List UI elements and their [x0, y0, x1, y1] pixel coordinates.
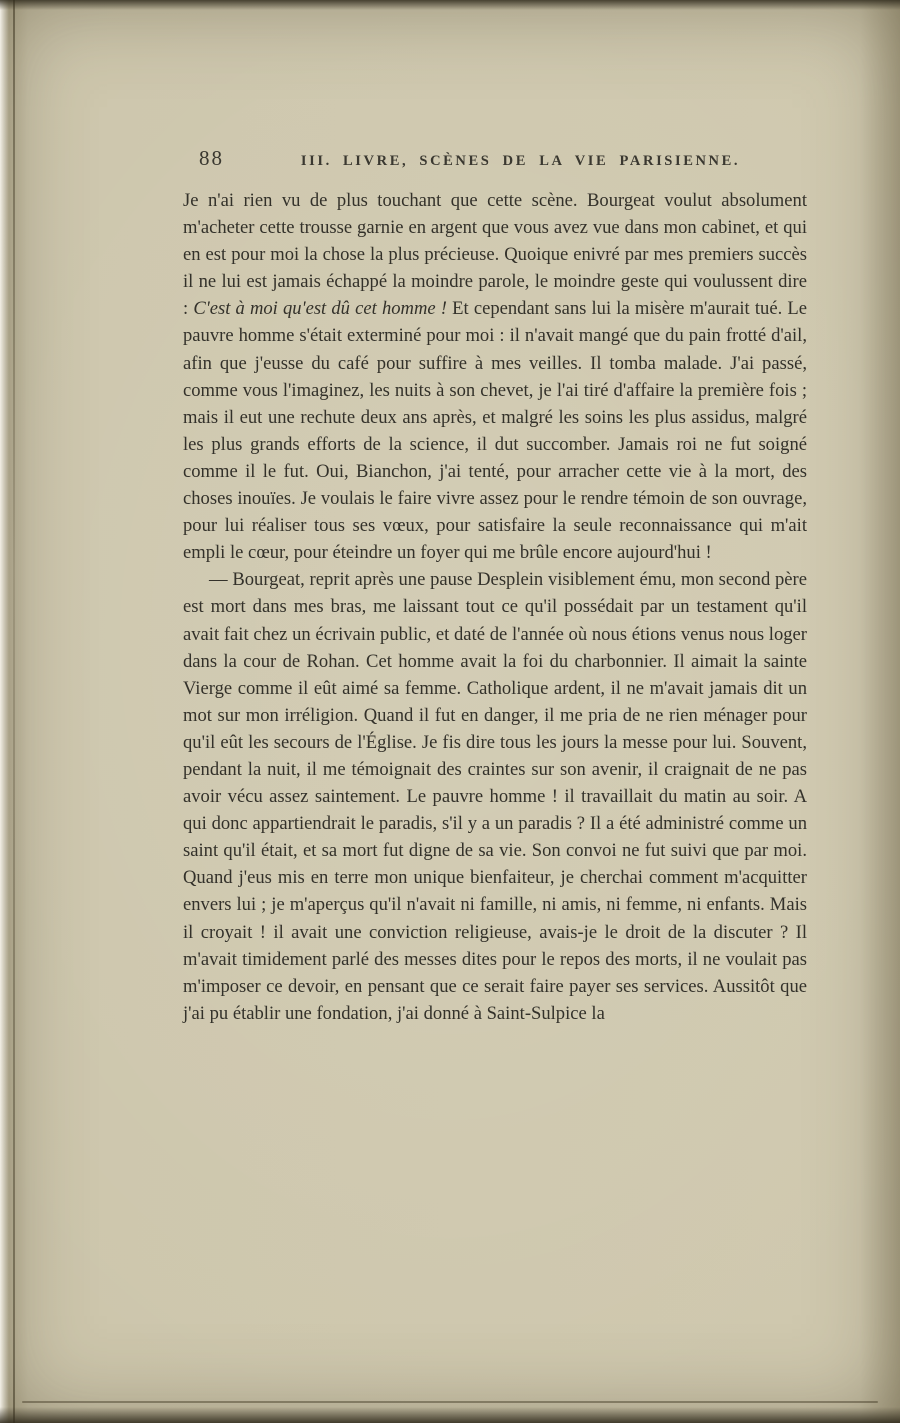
page-number: 88 — [199, 146, 224, 170]
scan-bottom-crease — [22, 1401, 878, 1403]
printed-page — [183, 146, 807, 1027]
running-title: III. LIVRE, SCÈNES DE LA VIE PARISIENNE. — [300, 153, 741, 169]
scan-edge-bottom-shadow — [0, 1407, 900, 1423]
paragraph-2: — Bourgeat, reprit après une pause Desplein visiblement ému, mon second père est mort dans mes bras, me laissant tout ce qu'il possédait par un testament qu'il avait fait chez un écrivain public, et daté de l'année où nous étions venus nous loger dans la cour de Rohan. Cet homme avait la foi du charbonnier. Il aimait la sainte Vierge comme il eût aimé sa femme. Catholique ardent, il ne m'avait jamais dit un mot sur mon irréligion. Quand il fut en danger, il me pria de ne rien ménager pour qu'il eût les secours de l'Église. Je fis dire tous les jours la messe pour lui. Souvent, pendant la nuit, il me témoignait des craintes sur son avenir, il craignait de ne pas avoir vécu assez saintement. Le pauvre homme ! il travaillait du matin au soir. A qui donc appartiendrait le paradis, s'il y a un paradis ? Il a été administré comme un saint qu'il était, et sa mort fut digne de sa vie. Son convoi ne fut suivi que par moi. Quand j'eus mis en terre mon unique bienfaiteur, je cherchai comment m'acquitter envers lui ; je m'aperçus qu'il n'avait ni famille, ni amis, ni femme, ni enfants. Mais il croyait ! il avait une conviction religieuse, avais-je le droit de la discuter ? Il m'avait timidement parlé des messes dites pour le repos des morts, il ne voulait pas m'imposer ce devoir, en pensant que ce serait faire payer ses services. Aussitôt que j'ai pu établir une fondation, j'ai donné à Saint-Sulpice la — [183, 569, 807, 1024]
paragraph-1-continuation: Et cependant sans lui la misère m'aurait tué. Le pauvre homme s'était exterminé pour moi : il n'avait mangé que du pain frotté d'ail, afin que j'eusse du café pour suffire à mes veilles. Il tomba malade. J'ai passé, comme vous l'imaginez, les nuits à son chevet, je l'ai tiré d'affaire la première fois ; mais il eut une rechute deux ans après, et malgré les soins les plus assidus, malgré les plus grands efforts de la science, il dut succomber. Jamais roi ne fut soigné comme il le fut. Oui, Bianchon, j'ai tenté, pour arracher cette vie à la mort, des choses inouïes. Je voulais le faire vivre assez pour le rendre témoin de son ouvrage, pour lui réaliser tous ses vœux, pour satisfaire la seule reconnaissance qui m'ait empli le cœur, pour éteindre un foyer qui me brûle encore aujourd'hui ! — [183, 298, 807, 564]
scan-edge-left-highlight — [0, 0, 9, 1423]
body-text — [183, 187, 807, 1027]
scan-edge-top-shadow — [0, 0, 900, 10]
paragraph-1-italic-phrase: C'est à moi qu'est dû cet homme ! — [193, 298, 447, 320]
paragraph-1 — [183, 187, 807, 566]
page-header — [183, 146, 807, 171]
page-gutter-line — [13, 0, 15, 1423]
paragraph-1-text: Je n'ai rien vu de plus touchant que cette scène. Bourgeat voulut absolument m'acheter cette trousse garnie en argent que vous avez vue dans mon cabinet, et qui en est pour moi la chose la plus précieuse. Quoique enivré par mes premiers succès il ne lui est jamais échappé la moindre parole, le moindre geste qui voulussent dire : — [183, 190, 807, 320]
